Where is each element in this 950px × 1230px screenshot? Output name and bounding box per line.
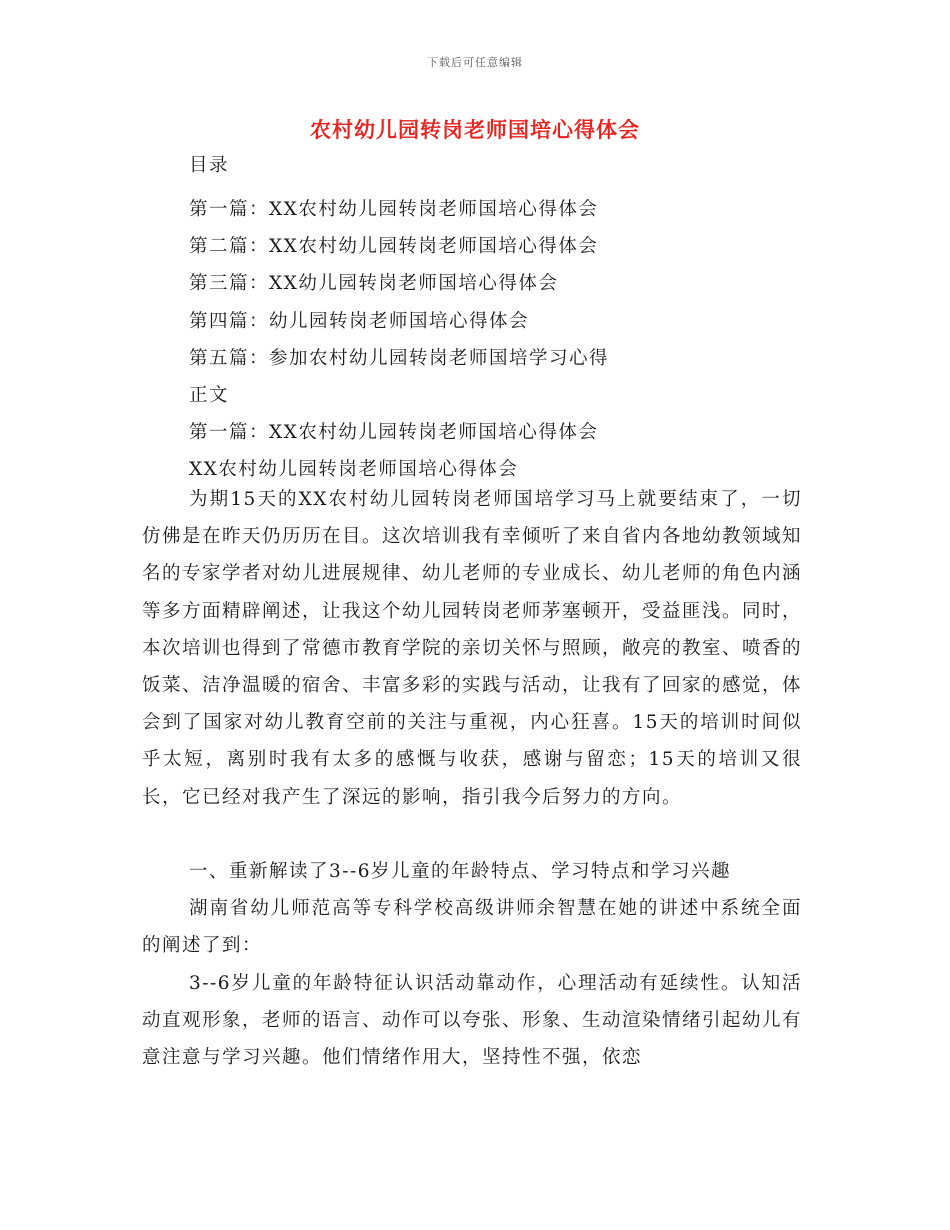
body-heading: 正文: [189, 385, 230, 406]
toc-item-5: 第五篇：参加农村幼儿园转岗老师国培学习心得: [189, 348, 610, 369]
section-heading-1: 一、重新解读了3--6岁儿童的年龄特点、学习特点和学习兴趣: [189, 861, 732, 882]
paragraph-1: 为期15天的XX农村幼儿园转岗老师国培学习马上就要结束了，一切仿佛是在昨天仍历历在目。这次培训我有幸倾听了来自省内各地幼教领域知名的专家学者对幼儿进展规律、幼儿老师的专业成长、幼儿老师的角色内涵等多方面精辟阐述，让我这个幼儿园转岗老师茅塞顿开，受益匪浅。同时，本次培训也得到了常德市教育学院的亲切关怀与照顾，敞亮的教室、喷香的饭菜、洁净温暖的宿舍、丰富多彩的实践与活动，让我有了回家的感觉，体会到了国家对幼儿教育空前的关注与重视，内心狂喜。15天的培训时间似乎太短，离别时我有太多的感慨与收获，感谢与留恋；15天的培训又很长，它已经对我产生了深远的影响，指引我今后努力的方向。: [142, 489, 803, 808]
toc-item-3: 第三篇：XX幼儿园转岗老师国培心得体会: [189, 273, 559, 294]
toc-item-1: 第一篇：XX农村幼儿园转岗老师国培心得体会: [189, 199, 599, 220]
paragraph-2: 湖南省幼儿师范高等专科学校高级讲师余智慧在她的讲述中系统全面的阐述了到：: [142, 898, 802, 957]
header-note: 下载后可任意编辑: [427, 56, 523, 69]
toc-item-4: 第四篇：幼儿园转岗老师国培心得体会: [189, 311, 530, 332]
document-title: 农村幼儿园转岗老师国培心得体会: [310, 117, 640, 142]
article-title: XX农村幼儿园转岗老师国培心得体会: [189, 459, 519, 480]
paragraph-3: 3--6岁儿童的年龄特征认识活动靠动作，心理活动有延续性。认知活动直观形象，老师的语言、动作可以夸张、形象、生动渲染情绪引起幼儿有意注意与学习兴趣。他们情绪作用大，坚持性不强，依恋: [142, 973, 803, 1069]
toc-heading: 目录: [189, 155, 230, 176]
part-title: 第一篇：XX农村幼儿园转岗老师国培心得体会: [189, 422, 599, 443]
toc-item-2: 第二篇：XX农村幼儿园转岗老师国培心得体会: [189, 236, 599, 257]
